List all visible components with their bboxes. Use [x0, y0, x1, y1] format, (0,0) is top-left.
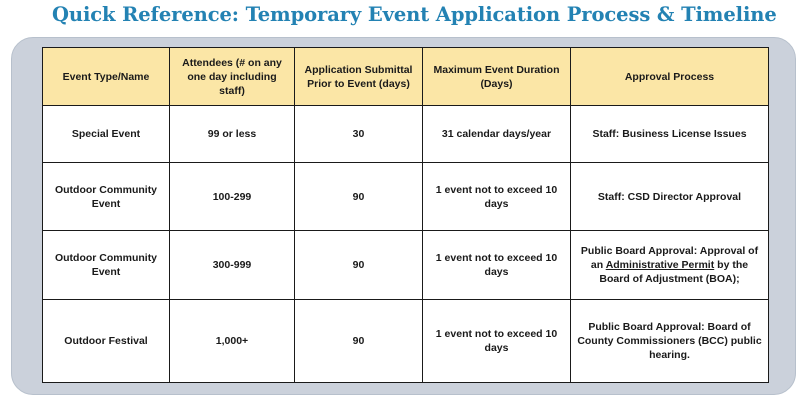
cell-duration: 31 calendar days/year — [423, 106, 571, 163]
cell-submittal: 90 — [295, 300, 423, 383]
header-submittal: Application Submittal Prior to Event (days) — [295, 48, 423, 106]
cell-duration: 1 event not to exceed 10 days — [423, 300, 571, 383]
header-duration: Maximum Event Duration (Days) — [423, 48, 571, 106]
cell-attendees: 1,000+ — [170, 300, 295, 383]
header-event-type: Event Type/Name — [43, 48, 170, 106]
page-title: Quick Reference: Temporary Event Application Process & Timeline — [52, 3, 777, 26]
cell-duration: 1 event not to exceed 10 days — [423, 231, 571, 300]
header-attendees: Attendees (# on any one day including staff) — [170, 48, 295, 106]
header-approval: Approval Process — [571, 48, 769, 106]
table-row — [43, 300, 769, 383]
cell-duration: 1 event not to exceed 10 days — [423, 163, 571, 231]
cell-approval: Public Board Approval: Board of County Commissioners (BCC) public hearing. — [571, 300, 769, 383]
cell-submittal: 90 — [295, 163, 423, 231]
cell-event-type: Outdoor Community Event — [43, 163, 170, 231]
cell-approval: Staff: Business License Issues — [571, 106, 769, 163]
cell-attendees: 100-299 — [170, 163, 295, 231]
cell-attendees: 99 or less — [170, 106, 295, 163]
table-row — [43, 163, 769, 231]
approval-text: by the Board of Adjustment (BOA); — [599, 259, 749, 285]
cell-approval: Staff: CSD Director Approval — [571, 163, 769, 231]
approval-text: Public Board Approval: Approval of an — [580, 245, 759, 271]
event-reference-table — [42, 47, 769, 383]
cell-attendees: 300-999 — [170, 231, 295, 300]
table-row — [43, 106, 769, 163]
cell-event-type: Special Event — [43, 106, 170, 163]
cell-event-type: Outdoor Festival — [43, 300, 170, 383]
administrative-permit-link[interactable]: Administrative Permit — [605, 259, 715, 271]
cell-submittal: 30 — [295, 106, 423, 163]
cell-submittal: 90 — [295, 231, 423, 300]
table-header-row — [43, 48, 769, 106]
cell-event-type: Outdoor Community Event — [43, 231, 170, 300]
table-row — [43, 231, 769, 300]
cell-approval — [571, 231, 769, 300]
